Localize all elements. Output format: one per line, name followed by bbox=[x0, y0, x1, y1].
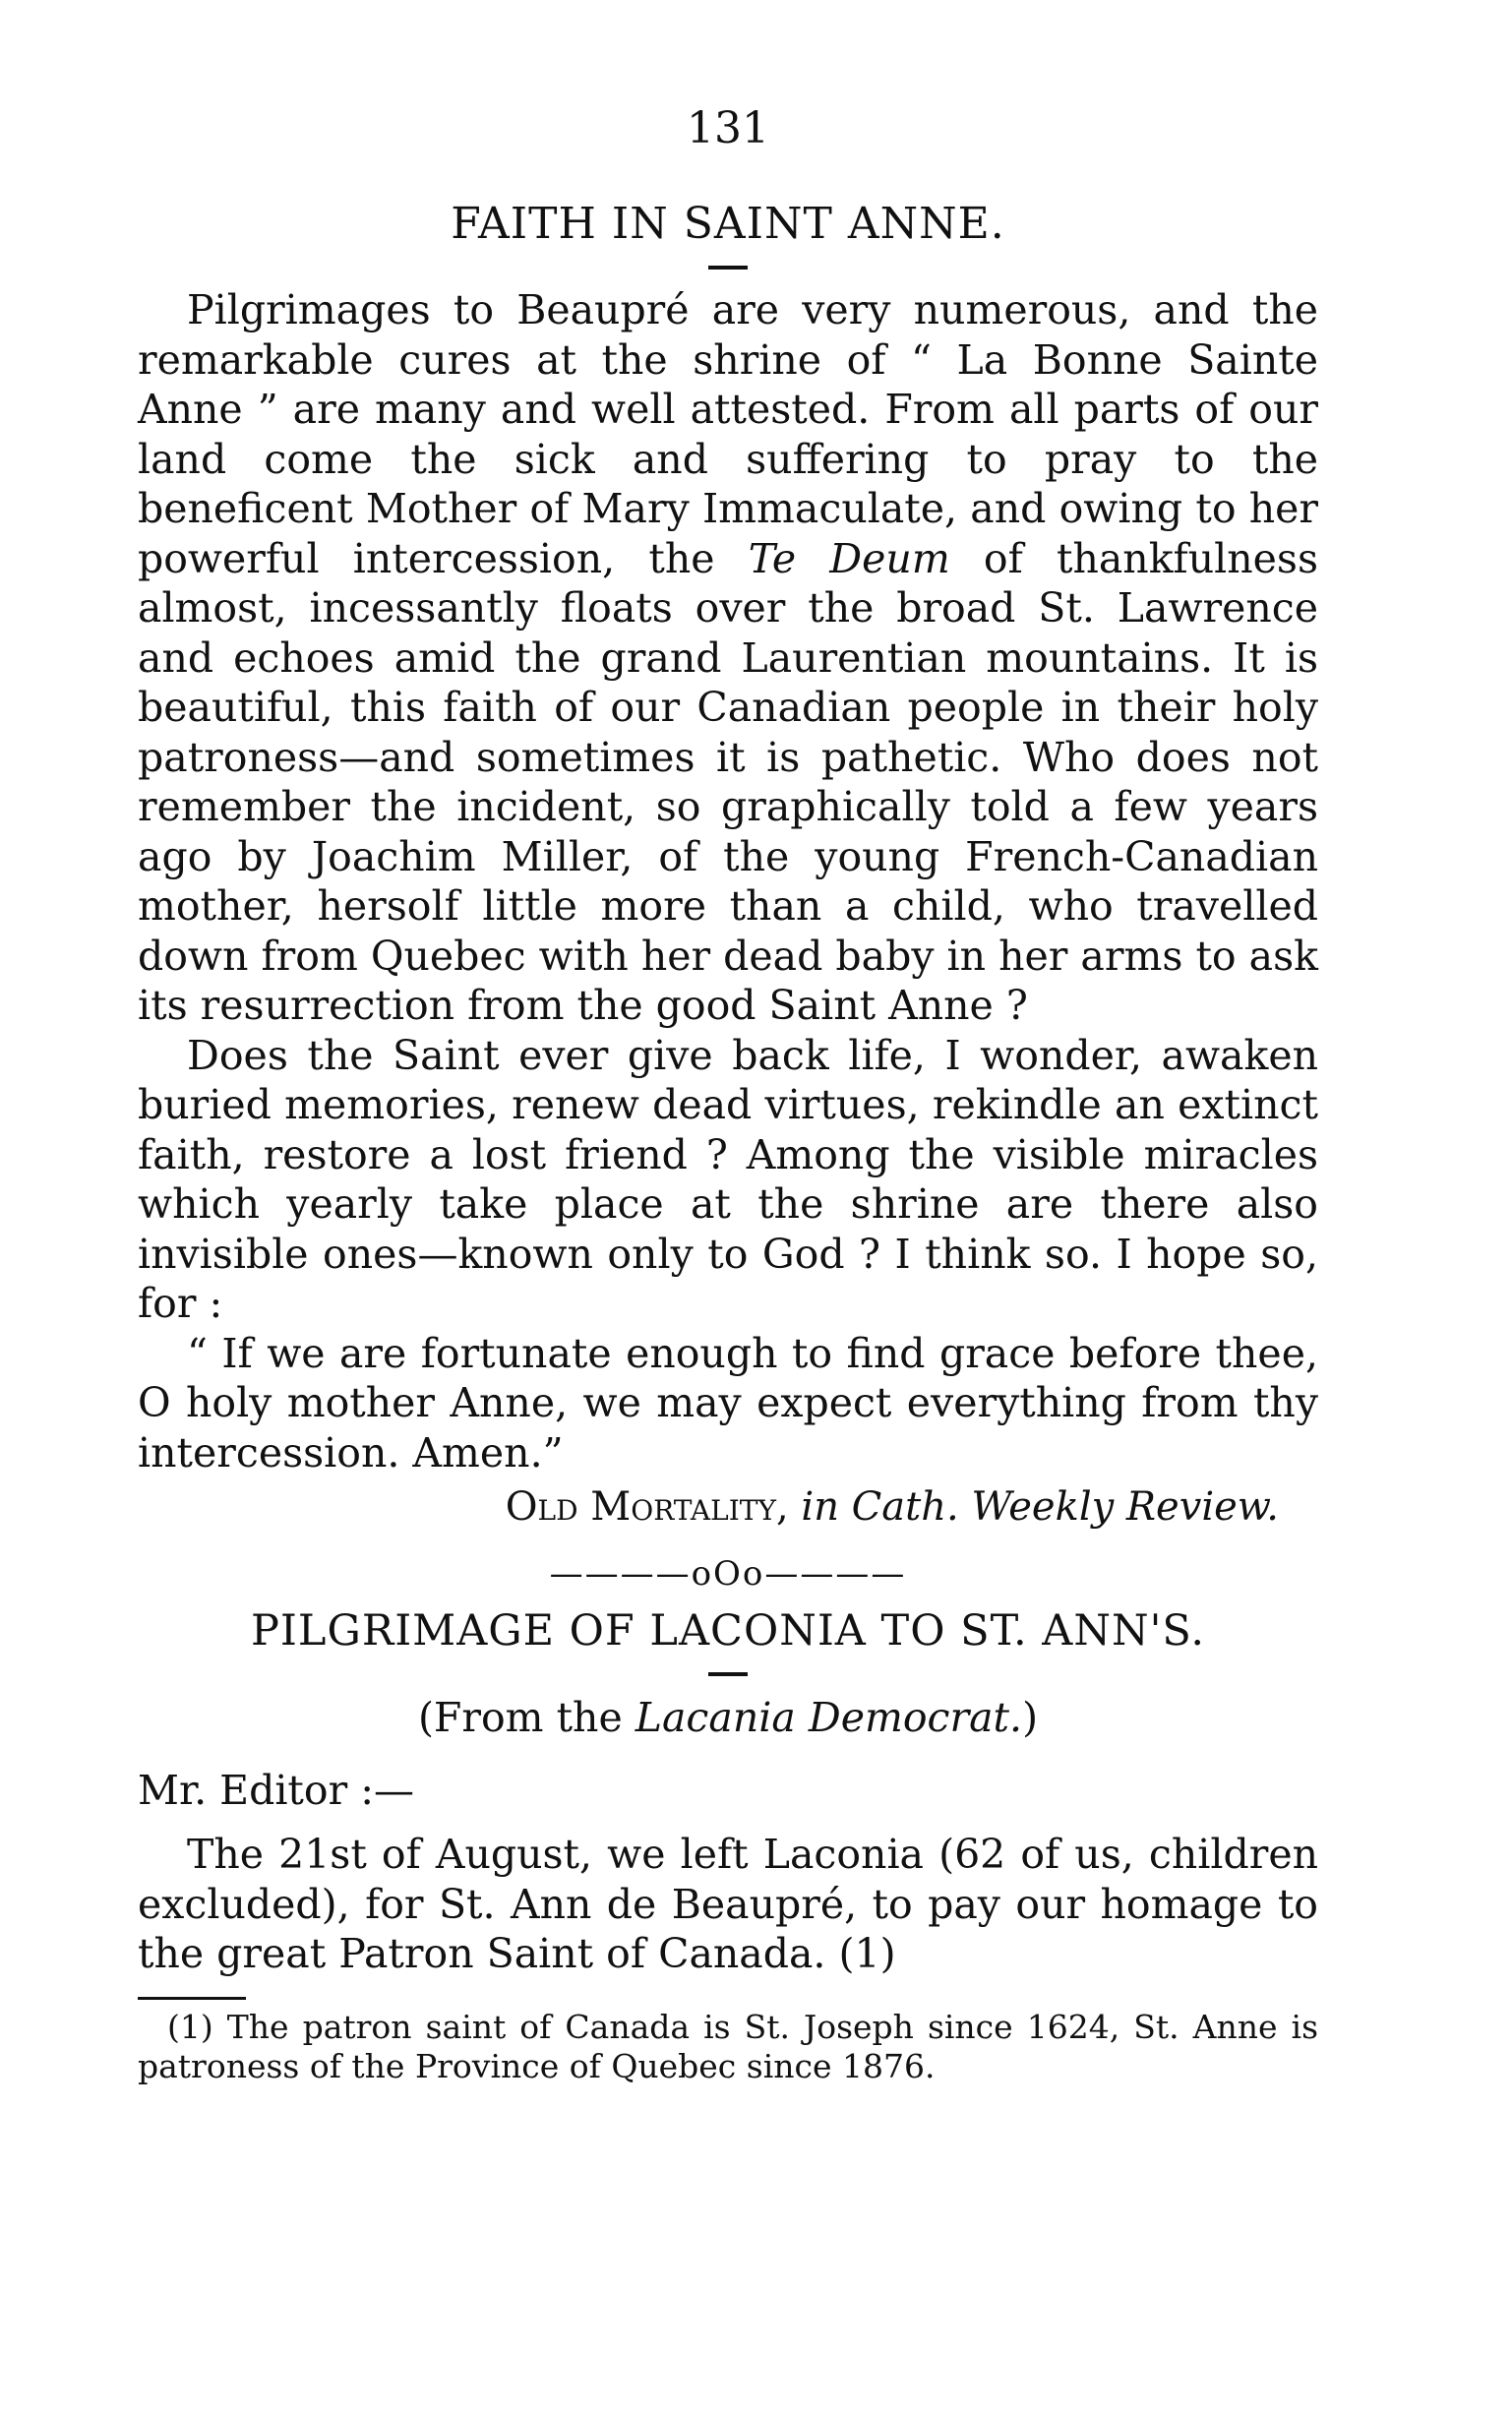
signature-publication: in Cath. Weekly Review. bbox=[788, 1484, 1279, 1530]
section-ornament: ————oOo———— bbox=[549, 1554, 907, 1594]
article1-paragraph-2: Does the Saint ever give back life, I wonder, awaken buried memories, renew dead virtues, rekindle an extinct faith, restore a lost friend ? Among the visible miracles which yearly take place at the shrine are there also invisible ones—known only to God ? I think so. I hope so, for : bbox=[138, 1031, 1318, 1327]
article-title-faith-in-saint-anne: FAITH IN SAINT ANNE. bbox=[451, 199, 1005, 249]
article1-paragraph-3-quote: “ If we are fortunate enough to find grace before thee, O holy mother Anne, we may expect everything from thy intercession. Amen.” bbox=[138, 1329, 1318, 1476]
title-rule-2 bbox=[708, 1672, 748, 1676]
article1-p1-text-b: of thankfulness almost, incessantly floats over the broad St. Lawrence and echoes amid the grand Laurentian mountains. It is beautiful, this faith of our Canadian people in their holy patroness—and sometimes it is pathetic. Who does not remember the incident, so graphically told a few years ago by Joachim Miller, of the young French-Canadian mother, hersolf little more than a child, who travelled down from Quebec with her dead baby in her arms to ask its resurrection from the good Saint Anne ? bbox=[138, 534, 1318, 1029]
signature-author: Old Mortality, bbox=[505, 1484, 789, 1530]
book-page bbox=[138, 98, 1318, 2361]
article2-source bbox=[138, 1692, 1318, 1743]
title-rule bbox=[708, 266, 748, 270]
source-text-a: (From the bbox=[417, 1694, 635, 1741]
article1-paragraph-1 bbox=[138, 285, 1318, 1031]
footnote-rule bbox=[138, 1997, 246, 2000]
source-text-b: ) bbox=[1022, 1694, 1039, 1741]
article1-signature bbox=[138, 1481, 1279, 1533]
article2-paragraph-1: The 21st of August, we left Laconia (62 of us, children excluded), for St. Ann de Beaupré, to pay our homage to the great Patron Saint of Canada. (1) bbox=[138, 1831, 1318, 1977]
article1-p1-italic: Te Deum bbox=[748, 534, 950, 582]
page-number: 131 bbox=[687, 103, 769, 153]
article2-salutation: Mr. Editor :— bbox=[138, 1767, 415, 1814]
source-italic: Lacania Democrat. bbox=[635, 1694, 1023, 1741]
article1-p1-text-a: Pilgrimages to Beaupré are very numerous, and the remarkable cures at the shrine of “ La Bonne Sainte Anne ” are many and well attested. From all parts of our land come the sick and suffering to pray to the beneficent Mother of Mary Immaculate, and owing to her powerful intercession, the bbox=[138, 286, 1318, 582]
footnote: (1) The patron saint of Canada is St. Joseph since 1624, St. Anne is patroness of the Province of Quebec since 1876. bbox=[138, 2007, 1318, 2085]
article-title-pilgrimage-of-laconia: PILGRIMAGE OF LACONIA TO ST. ANN'S. bbox=[251, 1606, 1205, 1656]
